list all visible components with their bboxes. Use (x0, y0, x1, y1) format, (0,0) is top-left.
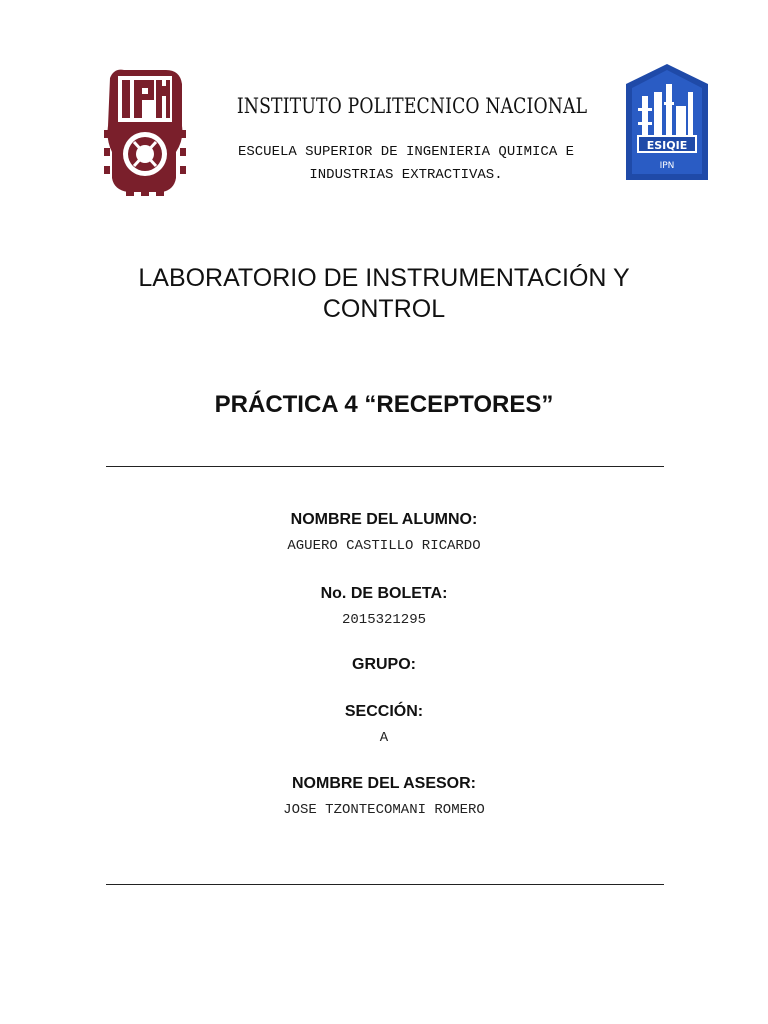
advisor-field (110, 774, 658, 820)
school-line-2: INDUSTRIAS EXTRACTIVAS. (309, 167, 503, 183)
section-label: SECCIÓN: (344, 703, 424, 720)
top-divider (106, 466, 664, 467)
group-label: GRUPO: (352, 656, 416, 673)
svg-text:ESIQIE: ESIQIE (646, 139, 688, 152)
group-field (110, 655, 658, 681)
boleta-value: 2015321295 (341, 612, 426, 628)
section-field (110, 702, 658, 748)
section-value: A (379, 730, 389, 746)
student-name-value: AGUERO CASTILLO RICARDO (287, 538, 481, 554)
boleta-label: No. DE BOLETA: (320, 585, 448, 602)
esiqie-logo-icon (624, 62, 710, 182)
student-name-label: NOMBRE DEL ALUMNO: (290, 511, 478, 528)
school-line-1: ESCUELA SUPERIOR DE INGENIERIA QUIMICA E (237, 144, 575, 160)
practice-title: PRÁCTICA 4 “RECEPTORES” (214, 391, 554, 418)
svg-text:IPN: IPN (659, 161, 675, 171)
advisor-value: JOSE TZONTECOMANI ROMERO (283, 802, 485, 818)
institute-title: INSTITUTO POLITECNICO NACIONAL (236, 94, 588, 118)
lab-title-line-2: CONTROL (322, 295, 446, 323)
lab-title-line-1: LABORATORIO DE INSTRUMENTACIÓN Y (138, 264, 630, 292)
ipn-logo-icon (104, 66, 186, 196)
boleta-field (110, 584, 658, 630)
student-name-field (110, 510, 658, 556)
lab-title (110, 263, 658, 325)
bottom-divider (106, 884, 664, 885)
school-name (196, 141, 616, 187)
advisor-label: NOMBRE DEL ASESOR: (291, 775, 476, 792)
